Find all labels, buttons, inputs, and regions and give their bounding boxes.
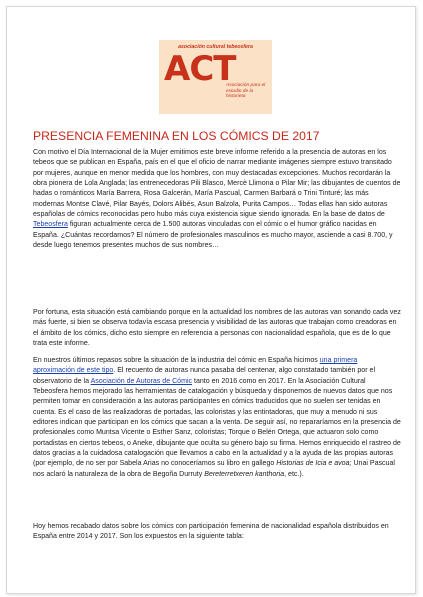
p3-text-d: Unai Pascual nos aclaró la naturaleza de la obra de Begoña Durruty — [33, 460, 395, 478]
paragraph-2: Por fortuna, esta situación está cambiando porque en la actualidad los nombres de las autoras van sonando cada vez más fuerte, si bien se observa todavía escasa presencia y visibilidad de las autoras que trabajan como creadoras en el ámbito de los cómics, dicho esto siempre en referencia a personas con nacionalidad española, que es de lo que trata este informe. — [33, 309, 401, 348]
logo-wordmark: ACT — [164, 49, 236, 89]
paragraph-4: Hoy hemos recabado datos sobre los cómics con participación femenina de nacionalidad española distribuidos en España entre 2014 y 2017. Son los expuestos en la siguiente tabla: — [33, 523, 389, 541]
p3-text-e: , etc.). — [284, 470, 304, 478]
p1-text-a: Con motivo el Día Internacional de la Mujer emitimos este breve informe referido a la presencia de autoras en los tebeos que se publican en España, país en el que el oficio de narrar mediante imágenes siempre estuvo transitado por mujeres, aunque en menor medida que los hombres, con muy destacadas excepciones. Muchos recordarán la obra pionera de Lola Anglada; las entrenecedoras Pili Blasco, Mercè Llimona o Pilar Mir; las dibujantes de cuentos de hadas o románticos María Barrera, Rosa Galcerán, María Pascual, Carmen Barbará o Trini Tinturé; las más modernas Montse Clavé, Pilar Bayés, Dolors Alibés, Asun Balzola, Purita Campos… Todas ellas han sido autoras españolas de cómics reconocidas pero hubo más cuya existencia sigue siendo ignorada. En la base de datos de — [33, 149, 401, 219]
tebeosfera-link[interactable]: Tebeosfera — [33, 221, 68, 229]
p3-text-b: . El recuento de autoras nunca pasaba del centenar, algo constatado también por el observatorio de la — [33, 367, 376, 385]
book-title-historias: Historias de Icia e avoa; — [276, 460, 352, 468]
act-logo — [159, 40, 272, 114]
paragraph-3 — [33, 356, 401, 480]
logo-tagline: asociación cultural tebeosfera — [178, 44, 253, 50]
p3-text-a: En nuestros últimos repasos sobre la situación de la industria del cómic en España hicimos — [33, 357, 320, 364]
logo-subtitle: Asociación para el estudio de la historieta — [226, 83, 266, 100]
asociacion-autoras-link[interactable]: Asociación de Autoras de Cómic — [90, 377, 193, 385]
page-title: PRESENCIA FEMENINA EN LOS CÓMICS DE 2017 — [33, 129, 320, 143]
paragraph-1 — [33, 148, 401, 251]
book-title-bereterretxeren: Bereterretxeren kanthoria — [204, 470, 285, 478]
p1-text-b: figuran actualmente cerca de 1.500 autoras vinculadas con el cómic o el humor gráfico nacidas en España. ¿Cuántas recordamos? El número de profesionales masculinos es mucho mayor, asciende a casi 8.700, y desde luego tenemos presentes muchos de sus nombres… — [33, 221, 393, 250]
document-page — [6, 6, 416, 594]
p3-text-c: tanto en 2016 como en 2017. En la Asociación Cultural Tebeosfera hemos mejorado las herramientas de catalogación y búsqueda y disponemos de nuevos datos que nos permiten tomar en consideración a las autoras participantes en cómics traducidos que no suelen ser tenidas en cuenta. Es el caso de las realizadoras de portadas, las coloristas y las entintadoras, que muy a menudo ni sus editores indican que participan en los cómics que sacan a la venta. De seguir así, no repararíamos en la presencia de profesionales como Muntsa Vicente o Esther Sanz, coloristas; Torque o Belén Ortega, que actuaron solo como portadistas en ciertos tebeos, o Aneke, dibujante que oculta su género bajo su firma. Hemos enriquecido el rastreo de datos gracias a la cuidadosa catalogación que llevamos a cabo en la actualidad y a la ayuda de las propias autoras (por ejemplo, de no ser por Sabela Arias no conoceríamos su libro en gallego — [33, 377, 401, 468]
primera-aproximacion-link[interactable]: una primera aproximación de este tipo — [33, 357, 358, 375]
